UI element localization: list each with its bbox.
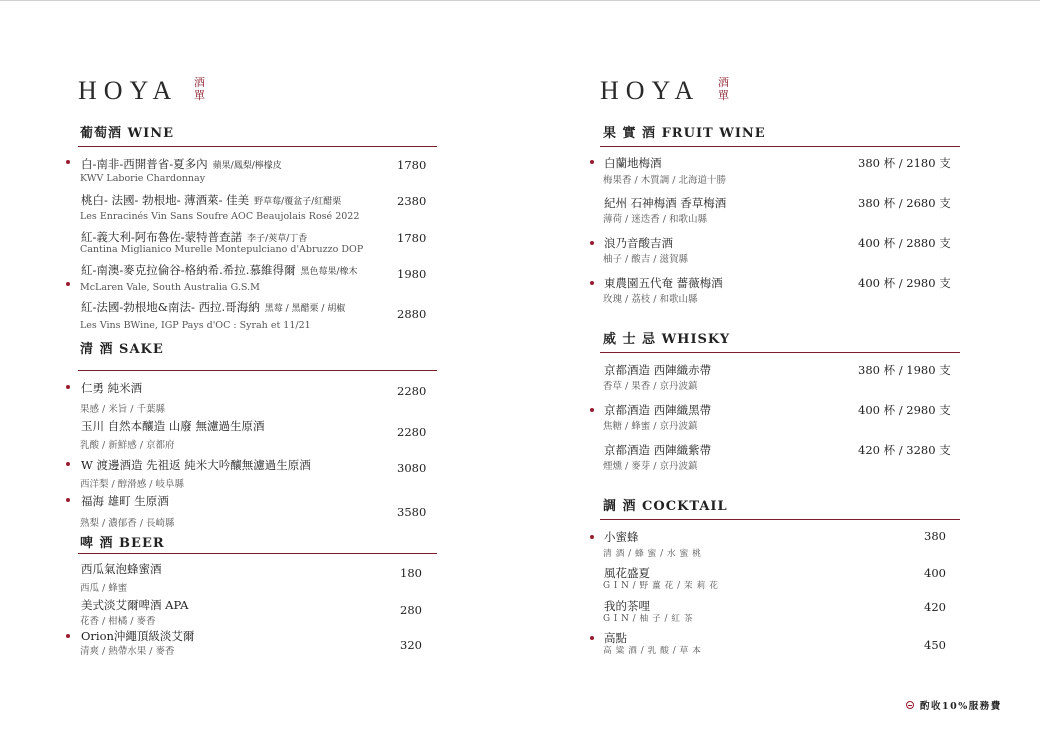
menu-item-price: 2380 — [397, 194, 427, 208]
menu-item-name: 玉川 自然本釀造 山廢 無濾過生原酒 — [81, 419, 265, 433]
menu-item-name: 紅-義大利-阿布魯佐-蒙特普查諾 李子/莢草/丁香 — [81, 230, 308, 244]
section-title-whisky: 威 士 忌 WHISKY — [603, 332, 731, 347]
menu-item-note: 蘋果/鳳梨/檸檬皮 — [212, 161, 282, 171]
menu-item-description: 薄荷 / 迷迭香 / 和歌山縣 — [603, 214, 707, 225]
menu-item-price: 400 杯 / 2880 支 — [858, 236, 951, 250]
menu-item-description: 梅果香 / 木質調 / 北海道十勝 — [603, 175, 726, 186]
menu-item-description: 熟梨 / 濃郁香 / 長崎縣 — [80, 518, 175, 529]
menu-item-name: 紀州 石神梅酒 香草梅酒 — [604, 196, 727, 210]
menu-item-description: 高 粱 酒 / 乳 酸 / 草 本 — [603, 646, 702, 656]
menu-item-name: 西瓜氣泡蜂蜜酒 — [81, 562, 162, 576]
section-title-sake: 清 酒 SAKE — [80, 342, 164, 357]
menu-item-description: KWV Laborie Chardonnay — [80, 173, 206, 184]
menu-item-name: W 渡邊酒造 先祖返 純米大吟釀無濾過生原酒 — [81, 458, 311, 472]
menu-item-description: Cantina Miglianico Murelle Montepulciano d'Abruzzo DOP — [80, 244, 364, 255]
menu-item-description: McLaren Vale, South Australia G.S.M — [80, 282, 260, 293]
menu-item-name: 紅-南澳-麥克拉倫谷-格納希.希拉.慕維得爾 黑色莓果/橡木 — [81, 263, 358, 277]
menu-item-name: 風花盛夏 — [604, 566, 650, 580]
menu-item-price: 1780 — [397, 231, 427, 245]
menu-item-name: Orion沖繩頂級淡艾爾 — [81, 629, 195, 643]
section-divider — [600, 146, 960, 147]
menu-item-price: 380 杯 / 2680 支 — [858, 196, 951, 210]
menu-item-price: 400 杯 / 2980 支 — [858, 276, 951, 290]
menu-item-description: 煙燻 / 麥芽 / 京丹波鎮 — [603, 461, 698, 472]
menu-item-price: 2880 — [397, 307, 427, 321]
section-divider — [600, 519, 960, 520]
brand-logo: HOYA — [78, 76, 179, 105]
menu-item-name: 我的茶哩 — [604, 599, 650, 613]
menu-item-name: 京都酒造 西陣織黑帶 — [604, 403, 712, 417]
menu-item-description: 玫瑰 / 荔枝 / 和歌山縣 — [603, 294, 698, 305]
menu-item-description: 乳酸 / 新鮮感 / 京都府 — [80, 440, 175, 451]
menu-item-price: 380 杯 / 2180 支 — [858, 156, 951, 170]
menu-item-price: 380 — [924, 529, 946, 543]
menu-item-price: 3080 — [397, 461, 427, 475]
menu-item-description: 清 酒 / 蜂 蜜 / 水 蜜 桃 — [603, 549, 702, 559]
menu-item-name: 福海 雄町 生原酒 — [81, 494, 169, 508]
menu-item-name: 東農園五代奄 薔薇梅酒 — [604, 276, 723, 290]
recommended-dot-icon — [66, 462, 70, 466]
recommended-dot-icon — [66, 634, 70, 638]
recommended-dot-icon — [590, 535, 594, 539]
menu-item-name: 京都酒造 西陣織紫帶 — [604, 443, 712, 457]
menu-item-name: 白蘭地梅酒 — [604, 156, 662, 170]
menu-item-price: 380 杯 / 1980 支 — [858, 363, 951, 377]
section-title-cocktail: 調 酒 COCKTAIL — [603, 499, 728, 514]
section-title-fruit-wine: 果 實 酒 FRUIT WINE — [603, 126, 766, 141]
recommended-dot-icon — [66, 160, 70, 164]
section-title-wine: 葡萄酒 WINE — [80, 126, 174, 141]
menu-item-note: 李子/莢草/丁香 — [247, 234, 308, 244]
menu-item-price: 1780 — [397, 158, 427, 172]
brand-subtitle: 酒單 — [718, 76, 729, 102]
recommended-dot-icon — [66, 282, 70, 286]
menu-item-price: 400 杯 / 2980 支 — [858, 403, 951, 417]
recommended-dot-icon — [590, 160, 594, 164]
menu-item-name: 紅-法國-勃根地&南法- 西拉.哥海納 黑莓 / 黑醋栗 / 胡椒 — [81, 300, 346, 314]
menu-item-description: 香草 / 果香 / 京丹波鎮 — [603, 381, 698, 392]
brand-subtitle: 酒單 — [194, 76, 205, 102]
recommended-dot-icon — [590, 636, 594, 640]
section-title-beer: 啤 酒 BEER — [80, 536, 165, 551]
section-divider — [78, 370, 437, 371]
menu-item-description: 清爽 / 熱帶水果 / 麥香 — [80, 646, 175, 657]
menu-item-description: 花香 / 柑橘 / 麥香 — [80, 616, 156, 627]
menu-item-price: 1980 — [397, 267, 427, 281]
menu-item-description: Les Vins BWine, IGP Pays d'OC : Syrah et 11/21 — [80, 320, 311, 331]
menu-item-note: 黑色莓果/橡木 — [300, 267, 358, 277]
menu-item-name: 浪乃音酸吉酒 — [604, 236, 673, 250]
menu-item-price: 400 — [924, 566, 946, 580]
menu-item-name: 仁勇 純米酒 — [81, 381, 143, 395]
menu-item-name: 小蜜蜂 — [604, 530, 639, 544]
recommended-dot-icon — [66, 498, 70, 502]
menu-item-description: G I N / 野 薑 花 / 茉 莉 花 — [603, 581, 719, 591]
menu-item-description: 西洋梨 / 醇滑感 / 岐阜縣 — [80, 479, 184, 490]
menu-item-description: 柚子 / 酸吉 / 滋賀縣 — [603, 254, 688, 265]
menu-item-description: G I N / 柚 子 / 紅 茶 — [603, 614, 694, 624]
recommended-dot-icon — [590, 408, 594, 412]
recommended-dot-icon — [590, 241, 594, 245]
menu-item-price: 280 — [400, 603, 422, 617]
page-top-border — [0, 0, 1040, 1]
menu-item-note: 野草莓/覆盆子/紅醋栗 — [254, 197, 342, 207]
brand-logo: HOYA — [600, 76, 701, 105]
menu-item-price: 320 — [400, 638, 422, 652]
menu-item-price: 420 — [924, 600, 946, 614]
recommended-dot-icon — [66, 385, 70, 389]
menu-item-note: 黑莓 / 黑醋栗 / 胡椒 — [264, 304, 346, 314]
menu-item-price: 450 — [924, 638, 946, 652]
section-divider — [78, 553, 437, 554]
service-charge-note: 酌收10%服務費 — [920, 701, 1002, 712]
service-charge-icon — [906, 701, 914, 709]
menu-item-price: 2280 — [397, 425, 427, 439]
section-divider — [78, 146, 437, 147]
menu-item-description: Les Enracinés Vin Sans Soufre AOC Beaujolais Rosé 2022 — [80, 211, 360, 222]
menu-item-price: 420 杯 / 3280 支 — [858, 443, 951, 457]
menu-item-price: 2280 — [397, 384, 427, 398]
menu-item-description: 西瓜 / 蜂蜜 — [80, 583, 128, 594]
menu-item-name: 桃白- 法國- 勃根地- 薄酒萊- 佳美 野草莓/覆盆子/紅醋栗 — [81, 193, 342, 207]
section-divider — [600, 352, 960, 353]
menu-item-name: 京都酒造 西陣織赤帶 — [604, 363, 712, 377]
menu-item-description: 果感 / 米旨 / 千葉縣 — [80, 404, 165, 415]
menu-item-price: 3580 — [397, 505, 427, 519]
menu-item-name: 白-南非-西開普省-夏多內 蘋果/鳳梨/檸檬皮 — [81, 157, 282, 171]
menu-item-price: 180 — [400, 566, 422, 580]
menu-item-name: 高點 — [604, 631, 627, 645]
recommended-dot-icon — [590, 281, 594, 285]
menu-item-name: 美式淡艾爾啤酒 APA — [81, 598, 189, 612]
menu-item-description: 焦糖 / 蜂蜜 / 京丹波鎮 — [603, 421, 698, 432]
